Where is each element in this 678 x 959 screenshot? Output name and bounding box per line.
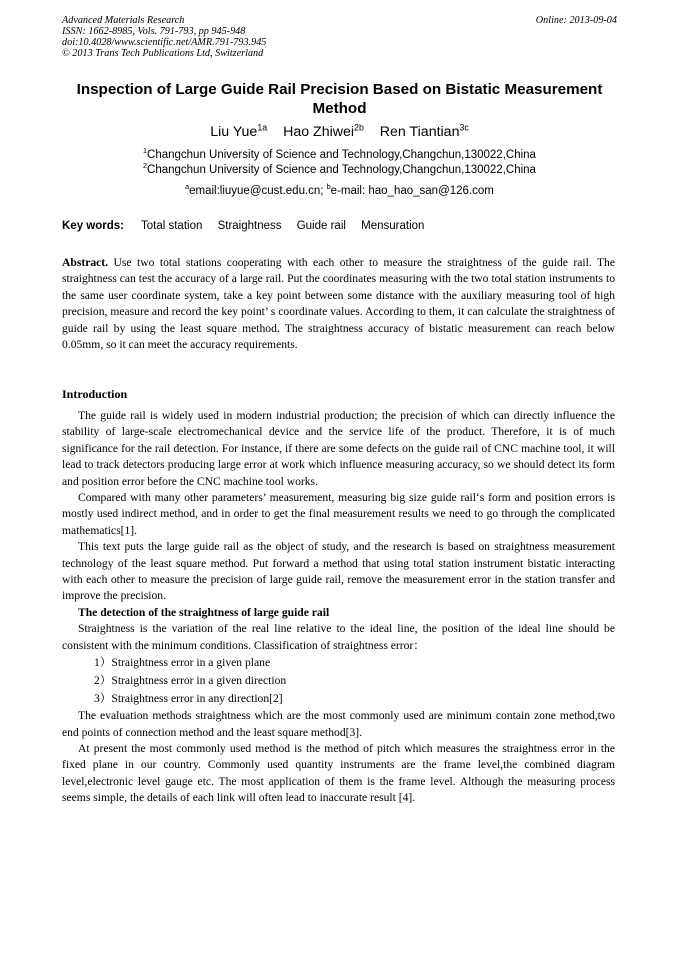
author: Liu Yue$^{1a}$ <box>210 122 268 140</box>
author: Ren Tiantian$^{3c}$ <box>379 122 469 140</box>
affiliations <box>62 148 617 178</box>
paper-title: Inspection of Large Guide Rail Precision Based on Bistatic Measurement Method <box>76 81 603 117</box>
keyword: Guide rail <box>296 220 346 232</box>
journal-name: Advanced Materials Research <box>62 15 185 26</box>
list-item: 2）Straightness error in a given direction <box>94 674 287 688</box>
abstract-text: Use two total stations cooperating with each other to measure the straightness of the guide rail. The straightness can test the accuracy of a large rail. Put the coordinates measuring with the two total station instruments to the same user coordinate system, take a key point between some distance with the auxiliary measuring tool of high precision, measure and record the key point’ s coordinate values. According to them, it can calculate the straightness of guide rail by using the least square method. The straightness accuracy of bistatic measurement can reach below 0.05mm, so it can meet the accuracy requirements. <box>62 256 615 352</box>
email-a: email:liuyue@cust.edu.cn; <box>189 185 327 197</box>
paragraph: At present the most commonly used method is the method of pitch which measures the straightness error in the fixed plane in our country. Commonly used quantity instruments are the frame level,the combined diagram level,electronic level gauge etc. The most application of them is the frame level. Although the measuring process seems simple, the details of each link will often lead to inaccurate result [4]. <box>62 741 615 805</box>
affiliation-1: $^1$Changchun University of Science and Technology,Changchun,130022,China <box>143 147 536 161</box>
affiliation-2: $^2$Changchun University of Science and Technology,Changchun,130022,China <box>143 162 536 176</box>
introduction-heading: Introduction <box>62 387 128 401</box>
issn-line: ISSN: 1662-8985, Vols. 791-793, pp 945-948 <box>62 26 246 37</box>
author: Hao Zhiwei$^{2b}$ <box>283 122 364 140</box>
paragraph: Compared with many other parameters’ measurement, measuring big size guide rail‘s form and position errors is mostly used indirect method, and in order to get the final measurement results we need to go through the complicated mathematics[1]. <box>62 491 615 537</box>
keyword: Mensuration <box>361 220 425 232</box>
keywords-label: Key words: <box>62 220 124 232</box>
list-item: 3）Straightness error in any direction[2] <box>94 692 283 706</box>
author-emails: $^a$email:liuyue@cust.edu.cn; $^b$e-mail: hao_hao_san@126.com <box>185 183 494 197</box>
paragraph: Straightness is the variation of the real line relative to the ideal line, the position of the ideal line should be consistent with the minimum conditions. Classification of straightness error： <box>62 622 615 652</box>
abstract-label: Abstract. <box>62 256 109 269</box>
paragraph: This text puts the large guide rail as the object of study, and the research is based on straightness measurement technology of the least square method. Put forward a method that using total station instrument bistatic interacting with each other to measure the precision of large guide rail, remove the measurement error in the station transfer and improve the precision. <box>62 540 615 603</box>
online-date: Online: 2013-09-04 <box>535 15 617 26</box>
email-b: e-mail: hao_hao_san@126.com <box>330 185 494 197</box>
copyright-line: © 2013 Trans Tech Publications Ltd, Switzerland <box>62 48 264 59</box>
introduction-section <box>62 386 615 807</box>
doi-line: doi:10.4028/www.scientific.net/AMR.791-793.945 <box>62 37 267 48</box>
paragraph: The guide rail is widely used in modern industrial production; the precision of which can directly influence the stability of large-scale electromechanical device and the service life of the product. Therefore, it is of much significance for the rail detection. For instance, if there are some defects on the guide rail of CNC machine tool, it will lead to track detectors producing large error at work which influence measuring accuracy, so we should detect its form and position error before the CNC machine tool works. <box>62 409 615 488</box>
list-item: 1）Straightness error in a given plane <box>94 656 271 670</box>
abstract <box>62 255 615 353</box>
paragraph: The evaluation methods straightness which are the most commonly used are minimum contain zone method,two end points of connection method and the least square method[3]. <box>62 709 615 739</box>
subsection-heading: The detection of the straightness of large guide rail <box>78 605 330 619</box>
publication-header <box>62 15 617 59</box>
keywords <box>62 219 617 234</box>
author-list <box>62 122 617 142</box>
keyword: Straightness <box>217 220 282 232</box>
keyword: Total station <box>141 220 203 232</box>
